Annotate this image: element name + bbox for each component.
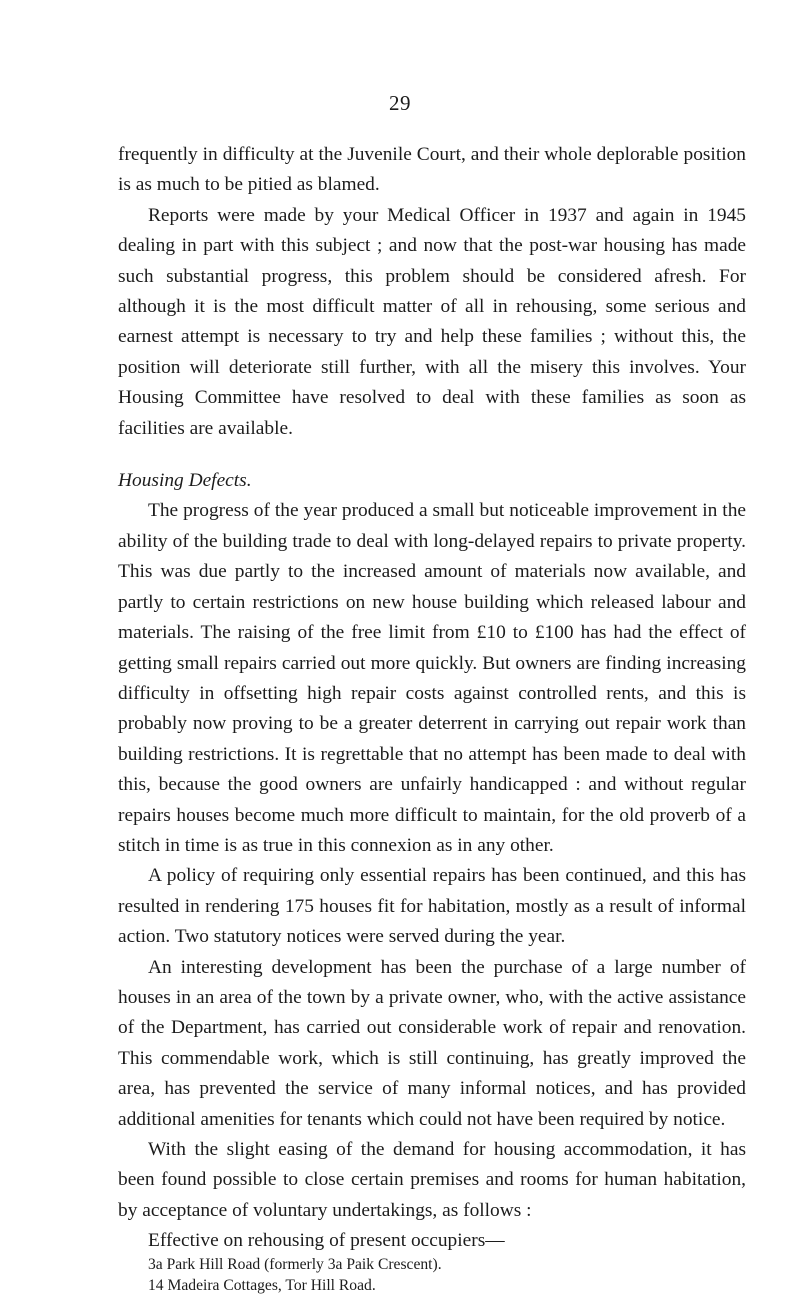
list-intro: Effective on rehousing of present occupiers— [148,1230,505,1252]
page-number: 29 [389,91,411,115]
paragraph-closures: With the slight easing of the demand for housing accommodation, it has been found possible to close certain premises and rooms for human habitation, by acceptance of voluntary undertakings, as follows : [118,1139,746,1221]
paragraph-private-owner: An interesting development has been the purchase of a large number of houses in an area of the town by a private owner, who, with the active assistance of the Department, has carried out considerable work of repair and renovation. This commendable work, which is still continuing, has greatly improved the area, has prevented the service of many informal notices, and has provided additional amenities for tenants which could not have been required by notice. [118,956,746,1130]
list-item: 14 Madeira Cottages, Tor Hill Road. [148,1276,376,1294]
paragraph-building-trade: The progress of the year produced a small but noticeable improvement in the ability of the building trade to deal with long-delayed repairs to private property. This was due partly to the increased amount of materials now available, and partly to certain restrictions on new house building which released labour and materials. The raising of the free limit from £10 to £100 has had the effect of getting small repairs carried out more quickly. But owners are finding increasing difficulty in offsetting high repair costs against controlled rents, and this is probably now proving to be a greater deterrent in carrying out repair work than building restrictions. It is regrettable that no attempt has been made to deal with this, because the good owners are unfairly handicapped : and without regular repairs houses become much more difficult to maintain, for the old proverb of a stitch in time is as true in this connexion as in any other. [118,500,746,856]
paragraph-continuation: frequently in difficulty at the Juvenile Court, and their whole deplorable position is as much to be pitied as blamed. [118,144,746,196]
section-heading-housing-defects: Housing Defects. [118,470,252,492]
document-body [118,140,746,1296]
paragraph-essential-repairs: A policy of requiring only essential repairs has been continued, and this has resulted in rendering 175 houses fit for habitation, mostly as a result of informal action. Two statutory notices were served during the year. [118,865,746,948]
paragraph-reports: Reports were made by your Medical Officer in 1937 and again in 1945 dealing in part with this subject ; and now that the post-war housing has made such substantial progress, this problem should be considered afresh. For although it is the most difficult matter of all in rehousing, some serious and earnest attempt is necessary to try and help these families ; without this, the position will deteriorate still further, with all the misery this involves. Your Housing Committee have resolved to deal with these families as soon as facilities are available. [118,204,746,439]
list-item: 3a Park Hill Road (formerly 3a Paik Crescent). [148,1255,442,1273]
